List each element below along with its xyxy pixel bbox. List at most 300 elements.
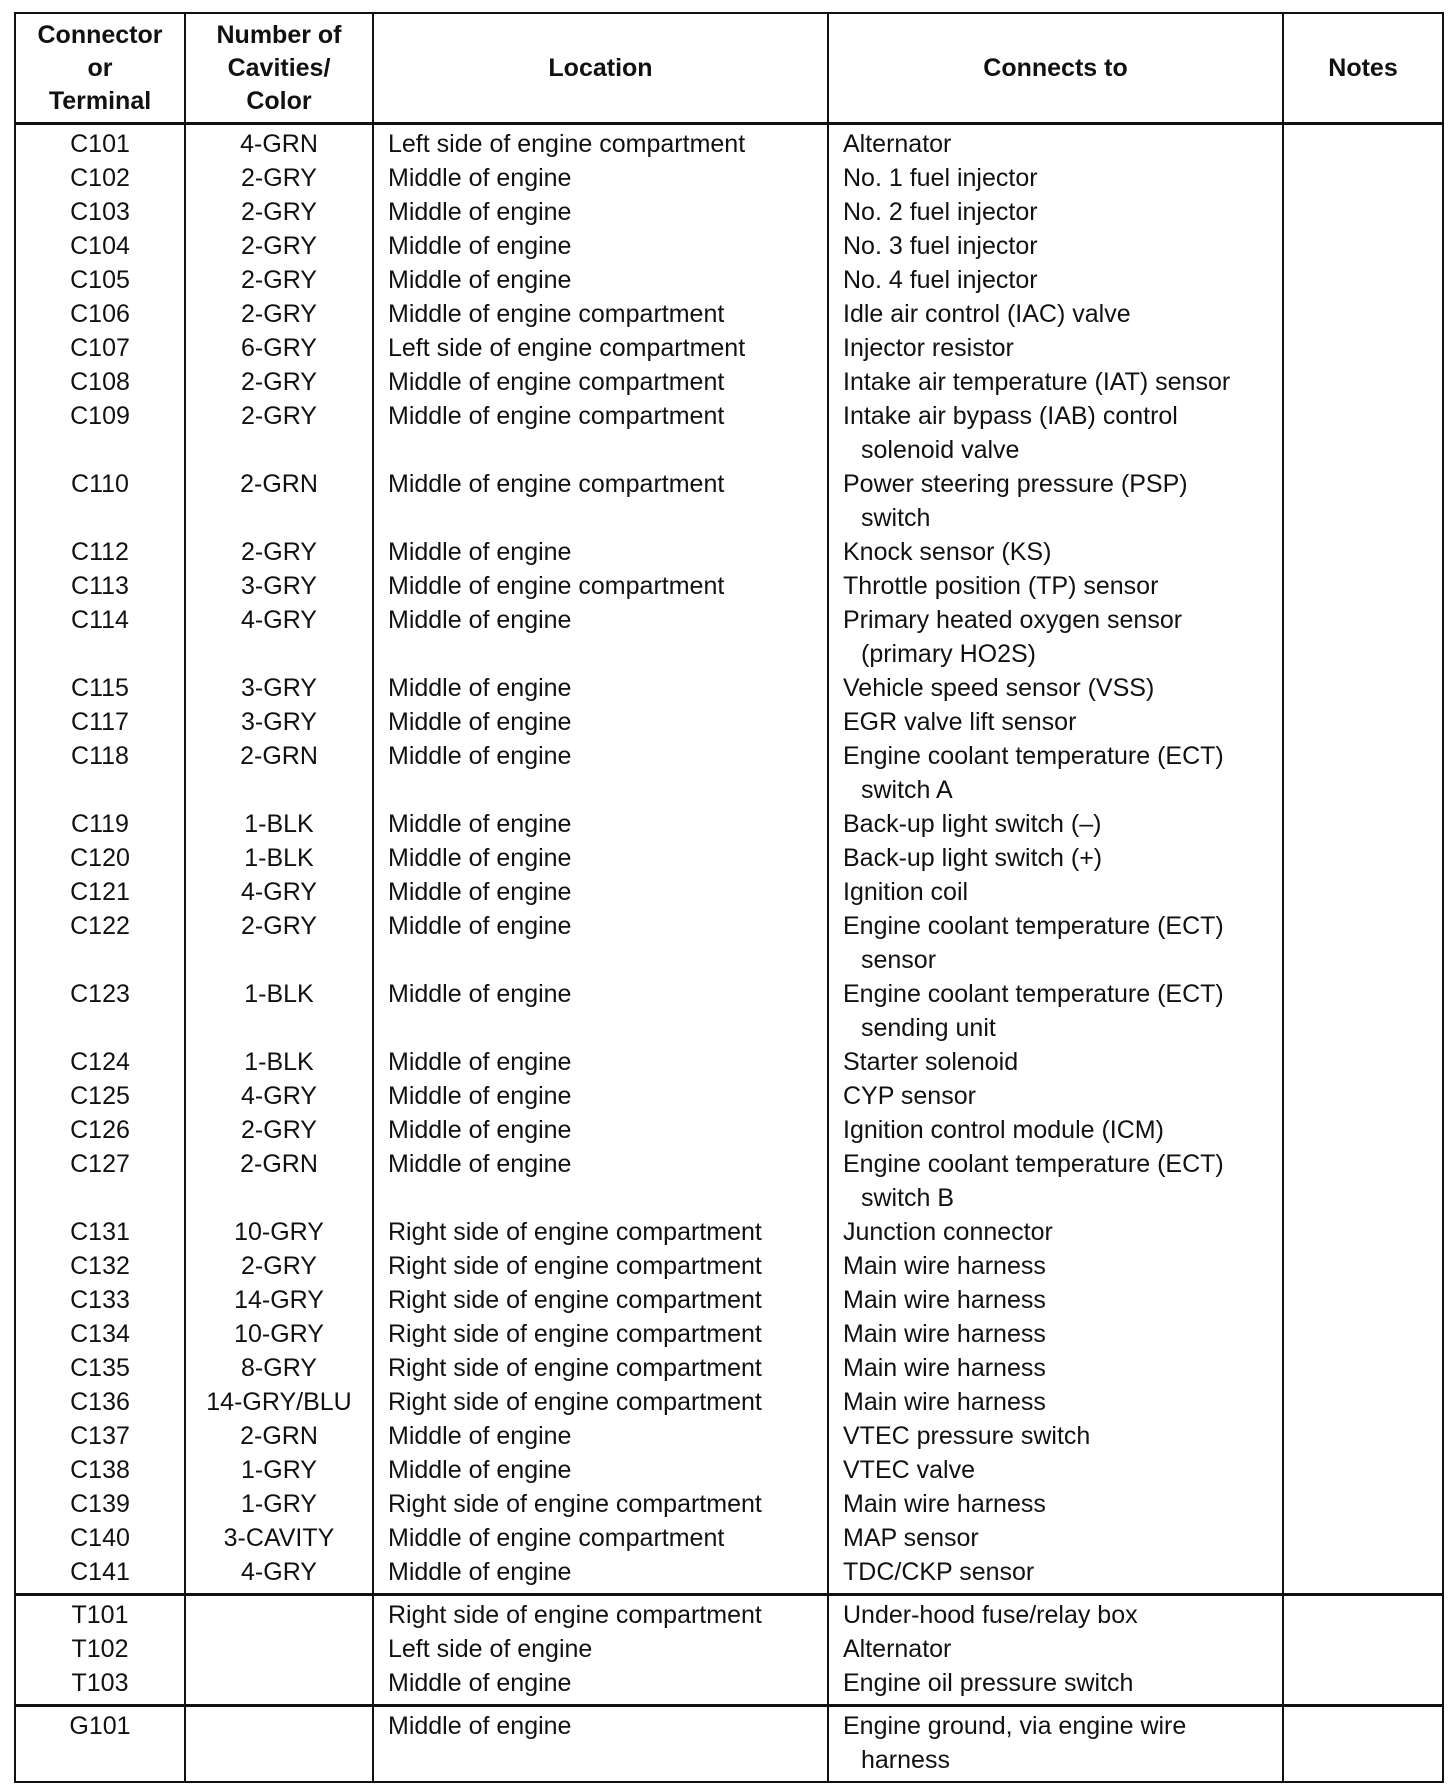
notes-cell	[1283, 331, 1443, 365]
cavities-color-cell: 2-GRY	[185, 1113, 373, 1147]
location-cell: Middle of engine	[373, 161, 828, 195]
cavities-color-cell: 3-GRY	[185, 671, 373, 705]
notes-cell	[1283, 229, 1443, 263]
table-row	[15, 195, 1443, 229]
connects-to-cell	[828, 705, 1283, 739]
connects-to-line: Junction connector	[843, 1218, 1053, 1246]
connects-to-cell	[828, 365, 1283, 399]
header-cavities-line: Cavities/	[227, 53, 331, 82]
notes-cell	[1283, 1113, 1443, 1147]
connects-to-line: No. 3 fuel injector	[843, 232, 1038, 260]
table-row	[15, 1555, 1443, 1595]
table-row	[15, 705, 1443, 739]
location-cell: Middle of engine	[373, 1113, 828, 1147]
connects-to-line: MAP sensor	[843, 1524, 979, 1552]
location-cell: Middle of engine compartment	[373, 1521, 828, 1555]
notes-cell	[1283, 1555, 1443, 1595]
notes-cell	[1283, 875, 1443, 909]
connects-to-line: No. 1 fuel injector	[843, 164, 1038, 192]
table-row	[15, 1385, 1443, 1419]
cavities-color-cell	[185, 1632, 373, 1666]
table-row	[15, 875, 1443, 909]
cavities-color-cell: 2-GRY	[185, 909, 373, 977]
connects-to-cell	[828, 1666, 1283, 1706]
connects-to-line: VTEC pressure switch	[843, 1422, 1091, 1450]
connects-to-line: Primary heated oxygen sensor	[843, 606, 1183, 634]
connects-to-cell	[828, 1632, 1283, 1666]
connects-to-line: Main wire harness	[843, 1286, 1046, 1314]
location-cell: Left side of engine	[373, 1632, 828, 1666]
notes-cell	[1283, 1706, 1443, 1783]
connector-id-cell: T102	[15, 1632, 185, 1666]
connector-id-cell: C124	[15, 1045, 185, 1079]
cavities-color-cell: 4-GRY	[185, 603, 373, 671]
table-row	[15, 399, 1443, 467]
connector-id-cell: T103	[15, 1666, 185, 1706]
location-cell: Left side of engine compartment	[373, 124, 828, 162]
notes-cell	[1283, 1147, 1443, 1215]
connector-id-cell: C132	[15, 1249, 185, 1283]
location-cell: Right side of engine compartment	[373, 1595, 828, 1633]
connects-to-cell	[828, 1249, 1283, 1283]
connects-to-cell	[828, 977, 1283, 1045]
connector-id-cell: C110	[15, 467, 185, 535]
connects-to-cell	[828, 124, 1283, 162]
notes-cell	[1283, 739, 1443, 807]
table-row	[15, 1521, 1443, 1555]
location-cell: Middle of engine	[373, 1555, 828, 1595]
notes-cell	[1283, 1215, 1443, 1249]
location-cell: Middle of engine	[373, 263, 828, 297]
connects-to-cell	[828, 1147, 1283, 1215]
connects-to-line: Engine coolant temperature (ECT)	[843, 1150, 1224, 1178]
table-row	[15, 1632, 1443, 1666]
connects-to-line: Intake air bypass (IAB) control	[843, 402, 1178, 430]
connector-id-cell: C117	[15, 705, 185, 739]
location-cell: Middle of engine	[373, 1079, 828, 1113]
cavities-color-cell: 10-GRY	[185, 1317, 373, 1351]
connector-id-cell: C113	[15, 569, 185, 603]
table-row	[15, 331, 1443, 365]
location-cell: Right side of engine compartment	[373, 1317, 828, 1351]
cavities-color-cell: 2-GRY	[185, 365, 373, 399]
notes-cell	[1283, 124, 1443, 162]
connects-to-line: Knock sensor (KS)	[843, 538, 1052, 566]
table-row	[15, 1317, 1443, 1351]
connector-id-cell: C118	[15, 739, 185, 807]
connects-to-line: Idle air control (IAC) valve	[843, 300, 1131, 328]
connects-to-cell	[828, 1453, 1283, 1487]
notes-cell	[1283, 365, 1443, 399]
table-row	[15, 739, 1443, 807]
group-terminals	[15, 1595, 1443, 1706]
connects-to-line: Main wire harness	[843, 1354, 1046, 1382]
notes-cell	[1283, 399, 1443, 467]
notes-cell	[1283, 161, 1443, 195]
connects-to-cell	[828, 297, 1283, 331]
group-grounds	[15, 1706, 1443, 1783]
connects-to-line: Back-up light switch (+)	[843, 844, 1103, 872]
connects-to-line: Vehicle speed sensor (VSS)	[843, 674, 1155, 702]
notes-cell	[1283, 909, 1443, 977]
connects-to-cell	[828, 807, 1283, 841]
connects-to-cell	[828, 195, 1283, 229]
cavities-color-cell: 10-GRY	[185, 1215, 373, 1249]
connects-to-cell	[828, 1555, 1283, 1595]
connector-id-cell: C139	[15, 1487, 185, 1521]
table-row	[15, 1595, 1443, 1633]
table-row	[15, 1147, 1443, 1215]
connects-to-cell	[828, 467, 1283, 535]
cavities-color-cell: 2-GRY	[185, 535, 373, 569]
connects-to-line: Main wire harness	[843, 1252, 1046, 1280]
cavities-color-cell: 4-GRN	[185, 124, 373, 162]
location-cell: Middle of engine compartment	[373, 467, 828, 535]
cavities-color-cell: 2-GRN	[185, 1419, 373, 1453]
location-cell: Middle of engine compartment	[373, 399, 828, 467]
cavities-color-cell: 1-BLK	[185, 1045, 373, 1079]
connects-to-cell	[828, 1045, 1283, 1079]
connects-to-line: Alternator	[843, 130, 952, 158]
connector-id-cell: C140	[15, 1521, 185, 1555]
connects-to-line: CYP sensor	[843, 1082, 976, 1110]
connector-id-cell: C102	[15, 161, 185, 195]
connects-to-cell	[828, 1317, 1283, 1351]
connects-to-line: Power steering pressure (PSP)	[843, 470, 1188, 498]
notes-cell	[1283, 263, 1443, 297]
table-row	[15, 1249, 1443, 1283]
connector-id-cell: C125	[15, 1079, 185, 1113]
cavities-color-cell	[185, 1666, 373, 1706]
connector-id-cell: C127	[15, 1147, 185, 1215]
notes-cell	[1283, 1079, 1443, 1113]
cavities-color-cell: 3-CAVITY	[185, 1521, 373, 1555]
connector-table-page	[14, 12, 1442, 1782]
location-cell: Middle of engine	[373, 671, 828, 705]
table-row	[15, 807, 1443, 841]
connects-to-cell	[828, 1283, 1283, 1317]
connects-to-line: No. 2 fuel injector	[843, 198, 1038, 226]
connects-to-cell	[828, 535, 1283, 569]
table-row	[15, 1045, 1443, 1079]
table-row	[15, 1215, 1443, 1249]
location-cell: Middle of engine	[373, 1706, 828, 1783]
cavities-color-cell: 14-GRY/BLU	[185, 1385, 373, 1419]
notes-cell	[1283, 671, 1443, 705]
connects-to-cell	[828, 909, 1283, 977]
table-row	[15, 603, 1443, 671]
connects-to-line: Intake air temperature (IAT) sensor	[843, 368, 1231, 396]
connects-to-line: Engine coolant temperature (ECT)	[843, 742, 1224, 770]
header-cavities-line: Number of	[216, 20, 342, 49]
connector-id-cell: T101	[15, 1595, 185, 1633]
table-row	[15, 1706, 1443, 1783]
header-cavities	[185, 13, 373, 124]
cavities-color-cell: 1-GRY	[185, 1487, 373, 1521]
connects-to-cell	[828, 1113, 1283, 1147]
table-row	[15, 1666, 1443, 1706]
location-cell: Middle of engine	[373, 603, 828, 671]
table-row	[15, 297, 1443, 331]
location-cell: Middle of engine compartment	[373, 365, 828, 399]
location-cell: Middle of engine	[373, 1453, 828, 1487]
connector-id-cell: C106	[15, 297, 185, 331]
notes-cell	[1283, 1249, 1443, 1283]
connects-to-line: Engine oil pressure switch	[843, 1669, 1134, 1697]
connects-to-line: TDC/CKP sensor	[843, 1558, 1035, 1586]
table-row	[15, 1419, 1443, 1453]
cavities-color-cell: 2-GRY	[185, 1249, 373, 1283]
location-cell: Middle of engine compartment	[373, 297, 828, 331]
connects-to-cell	[828, 671, 1283, 705]
connector-id-cell: C133	[15, 1283, 185, 1317]
notes-cell	[1283, 569, 1443, 603]
table-row	[15, 467, 1443, 535]
table-row	[15, 263, 1443, 297]
notes-cell	[1283, 1666, 1443, 1706]
cavities-color-cell: 1-BLK	[185, 807, 373, 841]
table-row	[15, 1079, 1443, 1113]
connector-id-cell: C107	[15, 331, 185, 365]
notes-cell	[1283, 705, 1443, 739]
location-cell: Middle of engine	[373, 195, 828, 229]
location-cell: Middle of engine	[373, 909, 828, 977]
connects-to-line: Main wire harness	[843, 1320, 1046, 1348]
connector-id-cell: C115	[15, 671, 185, 705]
connector-id-cell: C138	[15, 1453, 185, 1487]
connects-to-line: harness	[861, 1746, 950, 1774]
cavities-color-cell: 14-GRY	[185, 1283, 373, 1317]
header-connects-to: Connects to	[828, 13, 1283, 124]
location-cell: Middle of engine	[373, 807, 828, 841]
connects-to-line: Engine coolant temperature (ECT)	[843, 912, 1224, 940]
connector-id-cell: C123	[15, 977, 185, 1045]
connects-to-line: Alternator	[843, 1635, 952, 1663]
table-row	[15, 365, 1443, 399]
table-row	[15, 569, 1443, 603]
location-cell: Right side of engine compartment	[373, 1487, 828, 1521]
connector-id-cell: C126	[15, 1113, 185, 1147]
connector-id-cell: C108	[15, 365, 185, 399]
connector-id-cell: C131	[15, 1215, 185, 1249]
connects-to-cell	[828, 739, 1283, 807]
connects-to-line: Main wire harness	[843, 1388, 1046, 1416]
location-cell: Left side of engine compartment	[373, 331, 828, 365]
connector-table	[14, 12, 1444, 1783]
notes-cell	[1283, 1453, 1443, 1487]
cavities-color-cell: 6-GRY	[185, 331, 373, 365]
connector-id-cell: C105	[15, 263, 185, 297]
location-cell: Middle of engine	[373, 1147, 828, 1215]
connects-to-cell	[828, 1215, 1283, 1249]
table-row	[15, 161, 1443, 195]
notes-cell	[1283, 1317, 1443, 1351]
notes-cell	[1283, 1487, 1443, 1521]
table-row	[15, 1351, 1443, 1385]
location-cell: Middle of engine	[373, 739, 828, 807]
connects-to-line: Injector resistor	[843, 334, 1014, 362]
connects-to-line: switch	[861, 504, 931, 532]
connector-id-cell: C120	[15, 841, 185, 875]
cavities-color-cell: 1-GRY	[185, 1453, 373, 1487]
notes-cell	[1283, 1045, 1443, 1079]
connects-to-cell	[828, 603, 1283, 671]
connects-to-cell	[828, 875, 1283, 909]
connects-to-cell	[828, 1079, 1283, 1113]
connects-to-cell	[828, 399, 1283, 467]
location-cell: Right side of engine compartment	[373, 1385, 828, 1419]
notes-cell	[1283, 841, 1443, 875]
connector-id-cell: C121	[15, 875, 185, 909]
location-cell: Middle of engine	[373, 1045, 828, 1079]
cavities-color-cell: 2-GRN	[185, 467, 373, 535]
table-row	[15, 977, 1443, 1045]
connects-to-line: solenoid valve	[861, 436, 1020, 464]
connects-to-line: Throttle position (TP) sensor	[843, 572, 1159, 600]
group-connectors	[15, 124, 1443, 1595]
connects-to-line: EGR valve lift sensor	[843, 708, 1077, 736]
connects-to-cell	[828, 161, 1283, 195]
cavities-color-cell: 4-GRY	[185, 1079, 373, 1113]
connects-to-line: sensor	[861, 946, 937, 974]
cavities-color-cell: 8-GRY	[185, 1351, 373, 1385]
location-cell: Middle of engine compartment	[373, 569, 828, 603]
location-cell: Middle of engine	[373, 705, 828, 739]
notes-cell	[1283, 467, 1443, 535]
location-cell: Right side of engine compartment	[373, 1283, 828, 1317]
cavities-color-cell: 4-GRY	[185, 1555, 373, 1595]
notes-cell	[1283, 195, 1443, 229]
notes-cell	[1283, 1385, 1443, 1419]
connects-to-line: VTEC valve	[843, 1456, 975, 1484]
connector-id-cell: C103	[15, 195, 185, 229]
connector-id-cell: C134	[15, 1317, 185, 1351]
connects-to-line: switch B	[861, 1184, 955, 1212]
connector-id-cell: C135	[15, 1351, 185, 1385]
location-cell: Middle of engine	[373, 1419, 828, 1453]
cavities-color-cell: 2-GRY	[185, 161, 373, 195]
cavities-color-cell: 2-GRY	[185, 263, 373, 297]
notes-cell	[1283, 1632, 1443, 1666]
connects-to-cell	[828, 1351, 1283, 1385]
header-row	[15, 13, 1443, 124]
connects-to-line: (primary HO2S)	[861, 640, 1037, 668]
cavities-color-cell	[185, 1595, 373, 1633]
location-cell: Middle of engine	[373, 977, 828, 1045]
header-connector-line: or	[87, 53, 113, 82]
table-row	[15, 535, 1443, 569]
notes-cell	[1283, 603, 1443, 671]
connects-to-cell	[828, 1385, 1283, 1419]
header-connector-line: Terminal	[48, 86, 152, 115]
connector-id-cell: C112	[15, 535, 185, 569]
connects-to-line: Main wire harness	[843, 1490, 1046, 1518]
connects-to-line: No. 4 fuel injector	[843, 266, 1038, 294]
cavities-color-cell: 3-GRY	[185, 705, 373, 739]
notes-cell	[1283, 1521, 1443, 1555]
location-cell: Middle of engine	[373, 875, 828, 909]
cavities-color-cell: 2-GRY	[185, 229, 373, 263]
connects-to-cell	[828, 263, 1283, 297]
cavities-color-cell: 4-GRY	[185, 875, 373, 909]
connects-to-line: switch A	[861, 776, 953, 804]
connects-to-cell	[828, 841, 1283, 875]
notes-cell	[1283, 1419, 1443, 1453]
header-connector-line: Connector	[37, 20, 163, 49]
table-row	[15, 1113, 1443, 1147]
notes-cell	[1283, 535, 1443, 569]
header-location: Location	[373, 13, 828, 124]
table-header	[15, 13, 1443, 124]
connects-to-cell	[828, 569, 1283, 603]
connector-id-cell: C137	[15, 1419, 185, 1453]
header-cavities-line: Color	[246, 86, 312, 115]
connector-id-cell: C109	[15, 399, 185, 467]
connects-to-cell	[828, 1595, 1283, 1633]
connects-to-cell	[828, 1419, 1283, 1453]
connector-id-cell: G101	[15, 1706, 185, 1783]
cavities-color-cell: 3-GRY	[185, 569, 373, 603]
connects-to-cell	[828, 331, 1283, 365]
connects-to-line: Ignition control module (ICM)	[843, 1116, 1164, 1144]
connects-to-line: Ignition coil	[843, 878, 969, 906]
location-cell: Right side of engine compartment	[373, 1351, 828, 1385]
notes-cell	[1283, 297, 1443, 331]
notes-cell	[1283, 807, 1443, 841]
connects-to-line: sending unit	[861, 1014, 996, 1042]
cavities-color-cell: 1-BLK	[185, 841, 373, 875]
cavities-color-cell: 2-GRY	[185, 297, 373, 331]
connects-to-line: Under-hood fuse/relay box	[843, 1601, 1138, 1629]
cavities-color-cell: 2-GRN	[185, 739, 373, 807]
connector-id-cell: C136	[15, 1385, 185, 1419]
connects-to-cell	[828, 1706, 1283, 1783]
table-row	[15, 841, 1443, 875]
table-row	[15, 229, 1443, 263]
table-row	[15, 1453, 1443, 1487]
connects-to-line: Back-up light switch (–)	[843, 810, 1102, 838]
location-cell: Middle of engine	[373, 229, 828, 263]
cavities-color-cell	[185, 1706, 373, 1783]
header-connector	[15, 13, 185, 124]
location-cell: Right side of engine compartment	[373, 1249, 828, 1283]
connector-id-cell: C141	[15, 1555, 185, 1595]
notes-cell	[1283, 1351, 1443, 1385]
connects-to-cell	[828, 1521, 1283, 1555]
cavities-color-cell: 2-GRY	[185, 195, 373, 229]
connects-to-cell	[828, 229, 1283, 263]
table-row	[15, 671, 1443, 705]
table-row	[15, 1283, 1443, 1317]
connector-id-cell: C119	[15, 807, 185, 841]
table-row	[15, 124, 1443, 162]
connector-id-cell: C104	[15, 229, 185, 263]
notes-cell	[1283, 977, 1443, 1045]
connects-to-cell	[828, 1487, 1283, 1521]
connects-to-line: Starter solenoid	[843, 1048, 1019, 1076]
connector-id-cell: C122	[15, 909, 185, 977]
location-cell: Middle of engine	[373, 841, 828, 875]
notes-cell	[1283, 1283, 1443, 1317]
table-row	[15, 1487, 1443, 1521]
connects-to-line: Engine ground, via engine wire	[843, 1712, 1187, 1740]
connects-to-line: Engine coolant temperature (ECT)	[843, 980, 1224, 1008]
location-cell: Middle of engine	[373, 535, 828, 569]
notes-cell	[1283, 1595, 1443, 1633]
cavities-color-cell: 1-BLK	[185, 977, 373, 1045]
table-row	[15, 909, 1443, 977]
connector-id-cell: C114	[15, 603, 185, 671]
